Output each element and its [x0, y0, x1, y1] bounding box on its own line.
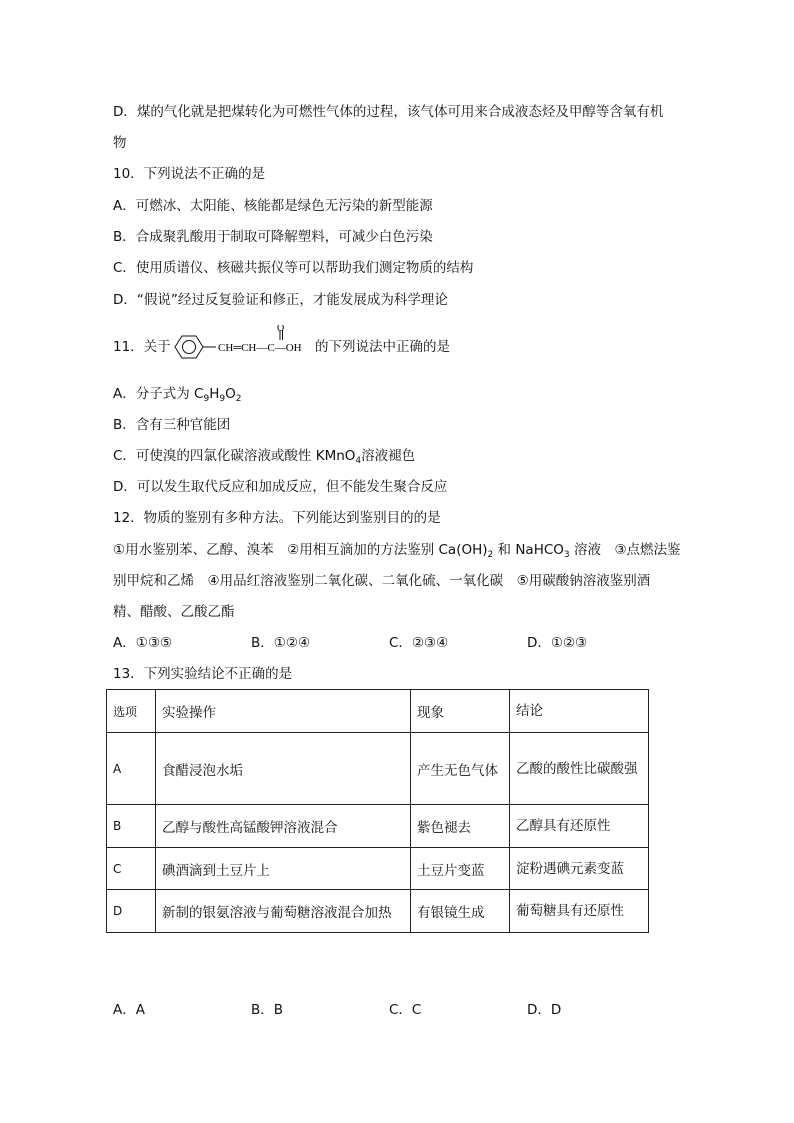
- q10-option-c: C．使用质谱仪、核磁共振仪等可以帮助我们测定物质的结构: [113, 260, 474, 276]
- row-b-option: B: [107, 805, 156, 848]
- q13-stem: 13．下列实验结论不正确的是: [113, 666, 293, 682]
- q9-option-d-line1: D．煤的气化就是把煤转化为可燃性气体的过程，该气体可用来合成液态烃及甲醇等含氧有机: [113, 104, 664, 120]
- q13-option-b: B．B: [251, 1002, 284, 1018]
- q10-option-b: B．合成聚乳酸用于制取可降解塑料，可减少白色污染: [113, 229, 433, 245]
- cinnamic-acid-structure: [169, 325, 319, 365]
- row-b-phenomenon: 紫色褪去: [411, 805, 510, 848]
- header-phenomenon: 现象: [411, 690, 510, 733]
- row-c-option: C: [107, 848, 156, 890]
- row-b-operation: 乙醇与酸性高锰酸钾溶液混合: [156, 805, 411, 848]
- table-row: [107, 805, 649, 848]
- row-b-conclusion: 乙醇具有还原性: [510, 805, 649, 848]
- table-row: [107, 890, 649, 933]
- q12-body-line1: ①用水鉴别苯、乙醇、溴苯 ②用相互滴加的方法鉴别 $Ca(OH)_2$ 和 NaHCO$_3$ 溶液 ③点燃法鉴: [113, 542, 681, 560]
- molecule-carbonyl-o: O: [277, 325, 285, 334]
- q12-option-a: A．①③⑤: [113, 635, 173, 651]
- row-d-operation: 新制的银氨溶液与葡萄糖溶液混合加热: [156, 890, 411, 933]
- q12-option-b: B．①②④: [251, 635, 311, 651]
- q10-stem: 10．下列说法不正确的是: [113, 166, 266, 182]
- q9-option-d-line2: 物: [113, 135, 127, 151]
- row-d-phenomenon: 有银镜生成: [411, 890, 510, 933]
- table-row: [107, 848, 649, 890]
- header-operation: 实验操作: [156, 690, 411, 733]
- molecule-chain: CH═CH—C—OH: [218, 342, 302, 354]
- q12-body-line3: 精、醋酸、乙酸乙酯: [113, 604, 235, 620]
- row-c-operation: 碘酒滴到土豆片上: [156, 848, 411, 890]
- row-c-phenomenon: 土豆片变蓝: [411, 848, 510, 890]
- q11-stem-suffix: 的下列说法中正确的是: [315, 339, 450, 355]
- q11-stem-prefix: 11．关于: [113, 339, 171, 355]
- q13-option-d: D．D: [527, 1002, 562, 1018]
- q11-option-a: A．分子式为 $C_9H_9O_2$: [113, 386, 242, 404]
- q13-option-c: C．C: [389, 1002, 422, 1018]
- q11-option-d: D．可以发生取代反应和加成反应，但不能发生聚合反应: [113, 479, 448, 495]
- q11-option-b: B．含有三种官能团: [113, 417, 231, 433]
- header-option: 选项: [107, 690, 156, 733]
- header-conclusion: 结论: [510, 690, 649, 733]
- row-d-option: D: [107, 890, 156, 933]
- q12-body-line2: 别甲烷和乙烯 ④用品红溶液鉴别二氧化碳、二氧化硫、一氧化碳 ⑤用碳酸钠溶液鉴别酒: [113, 573, 651, 589]
- q13-option-a: A．A: [113, 1002, 145, 1018]
- row-d-conclusion: 葡萄糖具有还原性: [510, 890, 649, 933]
- q10-option-a: A．可燃冰、太阳能、核能都是绿色无污染的新型能源: [113, 198, 433, 214]
- q10-option-d: D．“假说”经过反复验证和修正，才能发展成为科学理论: [113, 292, 448, 308]
- table-row: [107, 733, 649, 805]
- q12-option-c: C．②③④: [389, 635, 449, 651]
- q12-stem: 12．物质的鉴别有多种方法。下列能达到鉴别目的的是: [113, 510, 441, 526]
- experiment-table: [106, 689, 649, 933]
- row-a-operation: 食醋浸泡水垢: [156, 733, 411, 805]
- row-a-phenomenon: 产生无色气体: [411, 733, 510, 805]
- row-a-conclusion: 乙酸的酸性比碳酸强: [510, 733, 649, 805]
- row-a-option: A: [107, 733, 156, 805]
- row-c-conclusion: 淀粉遇碘元素变蓝: [510, 848, 649, 890]
- q12-option-d: D．①②③: [527, 635, 588, 651]
- q11-option-c: C．可使溴的四氯化碳溶液或酸性 KMnO$_4$溶液褪色: [113, 448, 416, 466]
- table-header-row: [107, 690, 649, 733]
